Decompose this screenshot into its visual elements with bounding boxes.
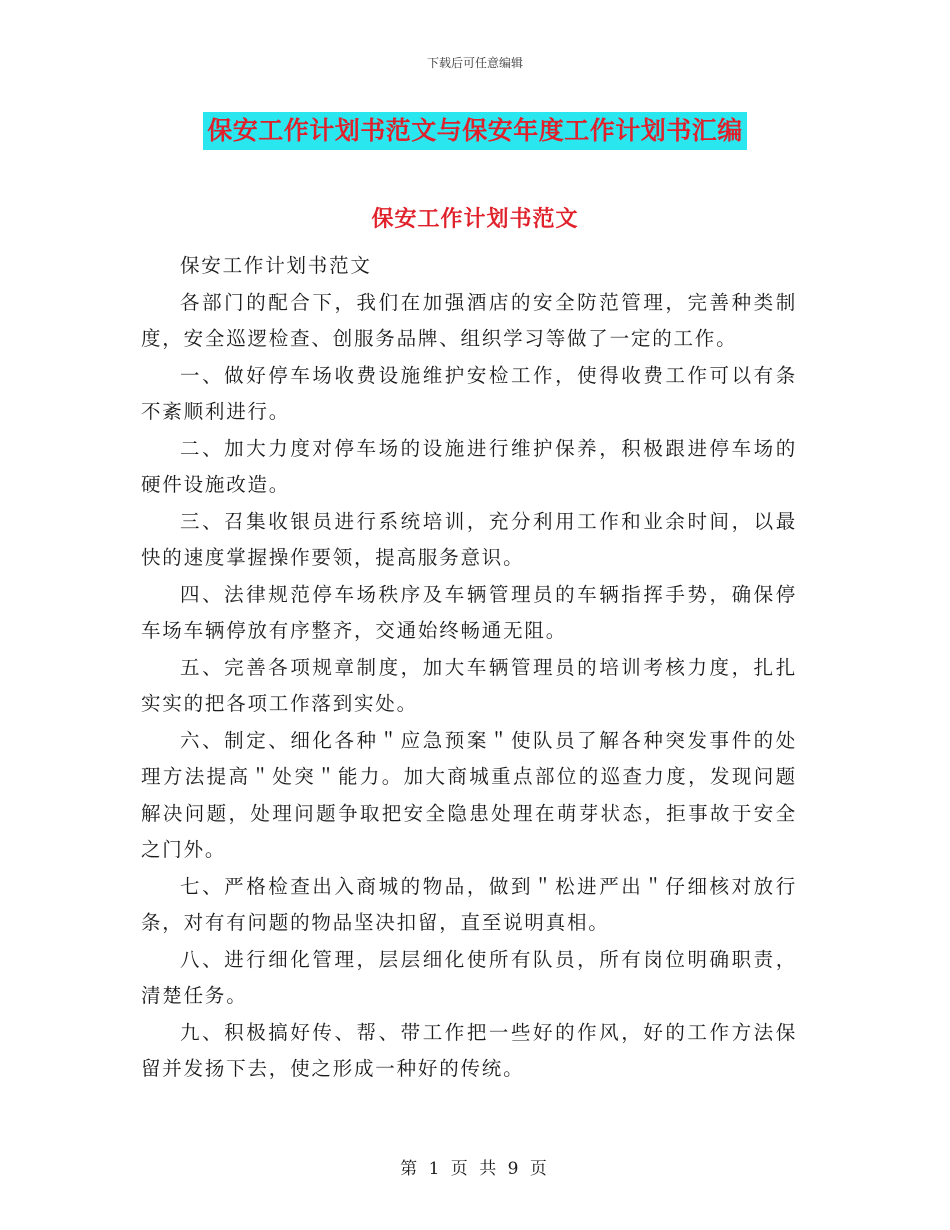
paragraph: 三、召集收银员进行系统培训，充分利用工作和业余时间，以最快的速度掌握操作要领，提高服务意识。 <box>141 509 797 569</box>
paragraph: 二、加大力度对停车场的设施进行维护保养，积极跟进停车场的硬件设施改造。 <box>141 436 797 496</box>
body-text <box>141 248 797 1088</box>
paragraph: 七、严格检查出入商城的物品，做到＂松进严出＂仔细核对放行条，对有有问题的物品坚决扣留，直至说明真相。 <box>141 874 797 934</box>
paragraph: 六、制定、细化各种＂应急预案＂使队员了解各种突发事件的处理方法提高＂处突＂能力。加大商城重点部位的巡查力度，发现问题解决问题，处理问题争取把安全隐患处理在萌芽状态，拒事故于安全之门外。 <box>141 728 797 861</box>
paragraph: 五、完善各项规章制度，加大车辆管理员的培训考核力度，扎扎实实的把各项工作落到实处。 <box>141 655 797 715</box>
document-title: 保安工作计划书范文与保安年度工作计划书汇编 <box>203 112 747 150</box>
document-title-wrapper <box>0 112 950 150</box>
paragraph: 一、做好停车场收费设施维护安检工作，使得收费工作可以有条不紊顺利进行。 <box>141 363 797 423</box>
header-note: 下载后可任意编辑 <box>426 56 523 70</box>
section-title: 保安工作计划书范文 <box>371 207 579 232</box>
paragraph: 九、积极搞好传、帮、带工作把一些好的作风，好的工作方法保留并发扬下去，使之形成一种好的传统。 <box>141 1020 797 1080</box>
paragraph: 保安工作计划书范文 <box>180 254 372 277</box>
paragraph: 八、进行细化管理，层层细化使所有队员，所有岗位明确职责，清楚任务。 <box>141 947 797 1007</box>
paragraph: 四、法律规范停车场秩序及车辆管理员的车辆指挥手势，确保停车场车辆停放有序整齐，交通始终畅通无阻。 <box>141 582 797 642</box>
paragraph: 各部门的配合下，我们在加强酒店的安全防范管理，完善种类制度，安全巡逻检查、创服务品牌、组织学习等做了一定的工作。 <box>141 290 797 350</box>
page-footer: 第 1 页 共 9 页 <box>400 1159 550 1179</box>
